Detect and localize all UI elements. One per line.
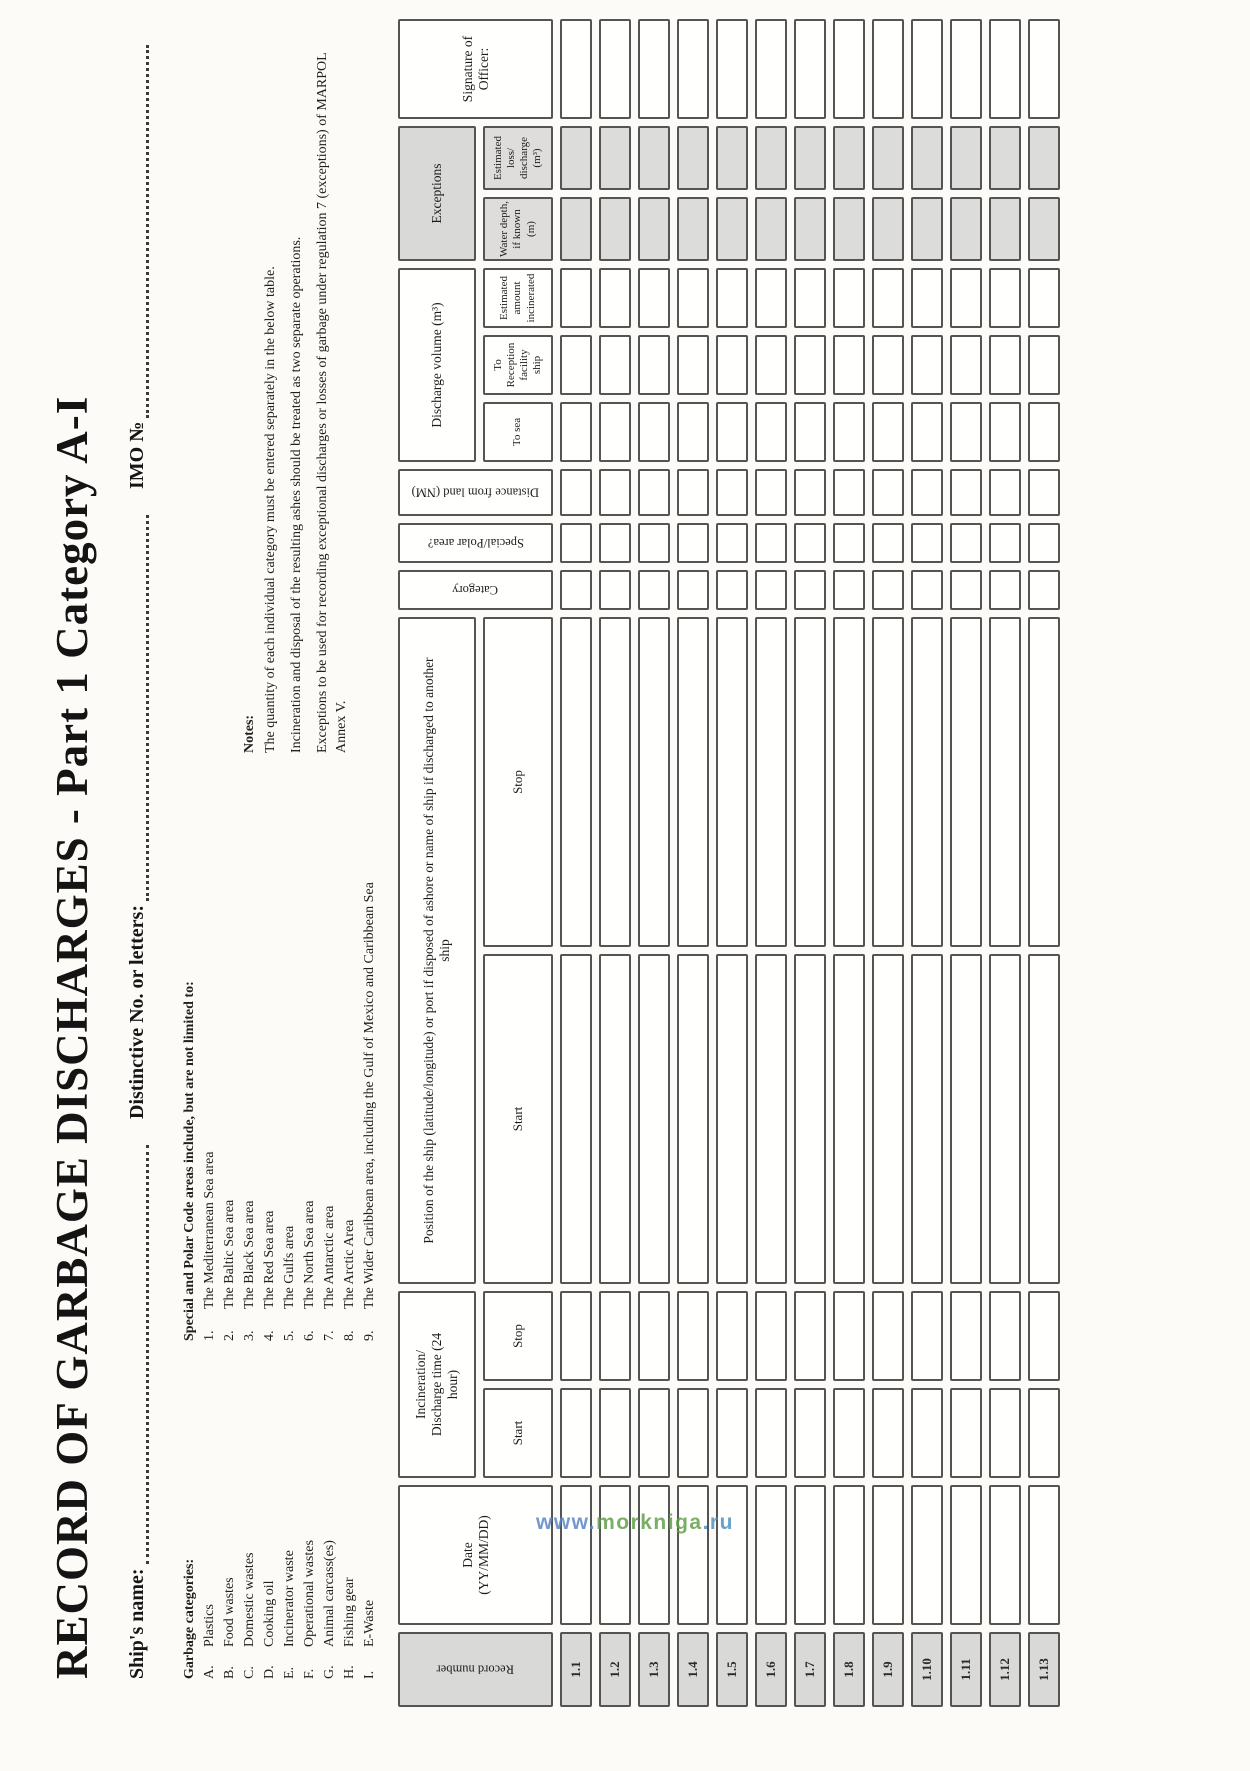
entry-cell xyxy=(950,1291,982,1381)
entry-cell xyxy=(911,402,943,462)
entry-cell xyxy=(560,1388,592,1478)
list-item-label: The Gulfs area xyxy=(282,1225,297,1309)
header-special-polar-area: Special/Polar area? xyxy=(398,523,553,563)
record-number-cell: 1.11 xyxy=(950,1632,982,1707)
header-date: Date (YY/MM/DD) xyxy=(398,1485,553,1625)
entry-cell xyxy=(872,402,904,462)
entry-cell xyxy=(989,954,1021,1284)
entry-cell xyxy=(950,19,982,119)
list-item-key: 2. xyxy=(222,1330,237,1341)
list-item-label: Incinerator waste xyxy=(282,1550,297,1647)
list-item-key: 6. xyxy=(302,1330,317,1341)
list-item xyxy=(240,1540,260,1679)
entry-cell xyxy=(872,523,904,563)
entry-cell xyxy=(989,469,1021,516)
header-estimated-loss: Estimated loss/ discharge (m³) xyxy=(483,126,553,190)
entry-cell xyxy=(599,402,631,462)
entry-cell xyxy=(950,469,982,516)
record-number-cell: 1.13 xyxy=(1028,1632,1060,1707)
list-item xyxy=(340,882,360,1341)
garbage-categories-list xyxy=(200,1540,380,1679)
exception-entry-cell xyxy=(989,197,1021,261)
exception-entry-cell xyxy=(950,197,982,261)
list-item-key: 7. xyxy=(322,1330,337,1341)
list-item-key: 8. xyxy=(342,1330,357,1341)
watermark-part: www. xyxy=(536,1511,597,1534)
entry-cell xyxy=(755,1388,787,1478)
entry-cell xyxy=(794,19,826,119)
entry-cell xyxy=(833,523,865,563)
exception-entry-cell xyxy=(560,126,592,190)
entry-cell xyxy=(833,954,865,1284)
entry-cell xyxy=(755,617,787,947)
entry-cell xyxy=(833,335,865,395)
entry-cell xyxy=(872,1388,904,1478)
entry-cell xyxy=(872,1485,904,1625)
entry-cell xyxy=(677,268,709,328)
entry-cell xyxy=(794,469,826,516)
entry-cell xyxy=(911,268,943,328)
entry-cell xyxy=(872,268,904,328)
entry-cell xyxy=(1028,523,1060,563)
entry-cell xyxy=(716,1485,748,1625)
exception-entry-cell xyxy=(872,197,904,261)
exception-entry-cell xyxy=(872,126,904,190)
exception-entry-cell xyxy=(677,197,709,261)
entry-cell xyxy=(950,954,982,1284)
entry-cell xyxy=(794,1388,826,1478)
entry-cell xyxy=(872,954,904,1284)
entry-cell xyxy=(560,19,592,119)
entry-cell xyxy=(677,19,709,119)
entry-cell xyxy=(833,1291,865,1381)
entry-cell xyxy=(599,335,631,395)
header-position: Position of the ship (latitude/longitude) or port if disposed of ashore or name of ship if discharged to another ship xyxy=(398,617,476,1284)
entry-cell xyxy=(755,19,787,119)
list-item-key: A. xyxy=(202,1665,217,1679)
entry-cell xyxy=(989,335,1021,395)
exception-entry-cell xyxy=(989,126,1021,190)
entry-cell xyxy=(560,954,592,1284)
list-item-key: E. xyxy=(282,1666,297,1679)
list-item-key: H. xyxy=(342,1665,357,1679)
exception-entry-cell xyxy=(638,126,670,190)
header-incineration-start: Start xyxy=(483,1388,553,1478)
entry-cell xyxy=(677,1291,709,1381)
list-item xyxy=(340,1540,360,1679)
entry-cell xyxy=(1028,954,1060,1284)
entry-cell xyxy=(638,469,670,516)
list-item-label: The Arctic Area xyxy=(342,1219,357,1309)
header-discharge-volume: Discharge volume (m³) xyxy=(398,268,476,462)
entry-cell xyxy=(989,268,1021,328)
entry-cell xyxy=(794,335,826,395)
exception-entry-cell xyxy=(599,197,631,261)
watermark-part: morkniga xyxy=(596,1511,703,1534)
entry-cell xyxy=(677,570,709,610)
entry-cell xyxy=(638,19,670,119)
entry-cell xyxy=(950,523,982,563)
exception-entry-cell xyxy=(755,197,787,261)
exception-entry-cell xyxy=(833,197,865,261)
header-category: Category xyxy=(398,570,553,610)
entry-cell xyxy=(677,1485,709,1625)
entry-cell xyxy=(833,617,865,947)
note-line: Incineration and disposal of the resulting ashes should be treated as two separate operations. xyxy=(289,236,304,753)
entry-cell xyxy=(638,523,670,563)
distinctive-no-dotted-line xyxy=(126,515,149,901)
entry-cell xyxy=(599,954,631,1284)
entry-cell xyxy=(950,1388,982,1478)
header-estimated-amount-incinerated: Estimated amount incinerated xyxy=(483,268,553,328)
list-item xyxy=(280,1540,300,1679)
exception-entry-cell xyxy=(599,126,631,190)
list-item-key: D. xyxy=(262,1665,277,1679)
list-item-label: Fishing gear xyxy=(342,1577,357,1647)
list-item xyxy=(220,882,240,1341)
exception-entry-cell xyxy=(1028,126,1060,190)
entry-cell xyxy=(950,617,982,947)
exception-entry-cell xyxy=(638,197,670,261)
entry-cell xyxy=(677,954,709,1284)
list-item-label: Operational wastes xyxy=(302,1540,317,1647)
entry-cell xyxy=(794,402,826,462)
entry-cell xyxy=(599,1388,631,1478)
entry-cell xyxy=(716,1291,748,1381)
list-item-label: The Black Sea area xyxy=(242,1200,257,1309)
garbage-categories-block xyxy=(180,1540,380,1679)
exception-entry-cell xyxy=(755,126,787,190)
entry-cell xyxy=(1028,469,1060,516)
entry-cell xyxy=(560,402,592,462)
entry-cell xyxy=(755,523,787,563)
list-item xyxy=(200,882,220,1341)
entry-cell xyxy=(599,1485,631,1625)
entry-cell xyxy=(833,1485,865,1625)
list-item xyxy=(320,1540,340,1679)
list-item-key: 9. xyxy=(362,1330,377,1341)
entry-cell xyxy=(950,1485,982,1625)
entry-cell xyxy=(716,469,748,516)
entry-cell xyxy=(911,617,943,947)
entry-cell xyxy=(677,523,709,563)
list-item xyxy=(360,882,380,1341)
entry-cell xyxy=(1028,19,1060,119)
notes-lines xyxy=(261,37,351,753)
list-item-label: Cooking oil xyxy=(262,1580,277,1647)
entry-cell xyxy=(638,1291,670,1381)
list-item xyxy=(200,1540,220,1679)
imo-no-label: IMO № xyxy=(126,421,148,489)
entry-cell xyxy=(833,19,865,119)
exception-entry-cell xyxy=(833,126,865,190)
entry-cell xyxy=(560,570,592,610)
exception-entry-cell xyxy=(794,126,826,190)
entry-cell xyxy=(755,570,787,610)
entry-cell xyxy=(677,617,709,947)
entry-cell xyxy=(638,1485,670,1625)
list-item-label: Plastics xyxy=(202,1604,217,1647)
entry-cell xyxy=(677,1388,709,1478)
entry-cell xyxy=(638,570,670,610)
header-water-depth: Water depth, if known (m) xyxy=(483,197,553,261)
header-signature-of-officer: Signature of Officer: xyxy=(398,19,553,119)
exception-entry-cell xyxy=(560,197,592,261)
entry-cell xyxy=(1028,617,1060,947)
garbage-categories-heading: Garbage categories: xyxy=(182,1558,197,1679)
entry-cell xyxy=(1028,570,1060,610)
entry-cell xyxy=(833,268,865,328)
entry-cell xyxy=(599,523,631,563)
entry-cell xyxy=(989,617,1021,947)
entry-cell xyxy=(560,617,592,947)
note-line: Exceptions to be used for recording exceptional discharges or losses of garbage under regulation 7 (exceptions) of MARPOL Annex V. xyxy=(315,52,349,753)
record-number-cell: 1.10 xyxy=(911,1632,943,1707)
header-incineration-discharge-time: Incineration/ Discharge time (24 hour) xyxy=(398,1291,476,1478)
entry-cell xyxy=(560,1485,592,1625)
entry-cell xyxy=(989,402,1021,462)
entry-cell xyxy=(911,1388,943,1478)
entry-cell xyxy=(872,335,904,395)
list-item xyxy=(260,1540,280,1679)
entry-cell xyxy=(872,1291,904,1381)
record-number-cell: 1.7 xyxy=(794,1632,826,1707)
entry-cell xyxy=(1028,1388,1060,1478)
list-item xyxy=(300,1540,320,1679)
list-item-label: The North Sea area xyxy=(302,1200,317,1309)
entry-cell xyxy=(794,570,826,610)
site-watermark xyxy=(536,1511,734,1535)
entry-cell xyxy=(950,570,982,610)
entry-cell xyxy=(638,617,670,947)
entry-cell xyxy=(950,268,982,328)
entry-cell xyxy=(872,617,904,947)
entry-cell xyxy=(599,268,631,328)
entry-cell xyxy=(833,469,865,516)
entry-cell xyxy=(638,954,670,1284)
list-item-label: The Baltic Sea area xyxy=(222,1199,237,1309)
entry-cell xyxy=(599,1291,631,1381)
note-line: The quantity of each individual category must be entered separately in the below table. xyxy=(263,266,278,753)
list-item-key: B. xyxy=(222,1666,237,1679)
entry-cell xyxy=(950,402,982,462)
header-position-stop: Stop xyxy=(483,617,553,947)
entry-cell xyxy=(989,19,1021,119)
list-item-label: The Antarctic area xyxy=(322,1205,337,1309)
header-to-reception: To Reception facility ship xyxy=(483,335,553,395)
list-item-key: I. xyxy=(362,1670,377,1679)
special-areas-list xyxy=(200,882,380,1341)
list-item-label: The Red Sea area xyxy=(262,1210,277,1309)
record-number-cell: 1.3 xyxy=(638,1632,670,1707)
ship-identification-row xyxy=(126,41,149,1679)
header-exceptions: Exceptions xyxy=(398,126,476,261)
entry-cell xyxy=(794,1291,826,1381)
entry-cell xyxy=(755,954,787,1284)
imo-no-dotted-line xyxy=(126,45,149,418)
entry-cell xyxy=(911,19,943,119)
exception-entry-cell xyxy=(911,197,943,261)
entry-cell xyxy=(794,268,826,328)
list-item xyxy=(280,882,300,1341)
exception-entry-cell xyxy=(677,126,709,190)
header-incineration-stop: Stop xyxy=(483,1291,553,1381)
ships-name-dotted-line xyxy=(126,1145,149,1564)
entry-cell xyxy=(716,402,748,462)
entry-cell xyxy=(716,335,748,395)
entry-cell xyxy=(1028,335,1060,395)
entry-cell xyxy=(989,523,1021,563)
entry-cell xyxy=(794,523,826,563)
entry-cell xyxy=(560,469,592,516)
page-title: RECORD OF GARBAGE DISCHARGES - Part 1 Category A-I xyxy=(47,395,97,1679)
exception-entry-cell xyxy=(794,197,826,261)
record-number-cell: 1.8 xyxy=(833,1632,865,1707)
notes-block xyxy=(240,37,358,753)
record-number-cell: 1.5 xyxy=(716,1632,748,1707)
entry-cell xyxy=(755,469,787,516)
entry-cell xyxy=(833,570,865,610)
record-number-cell: 1.6 xyxy=(755,1632,787,1707)
special-areas-heading: Special and Polar Code areas include, but are not limited to: xyxy=(182,981,197,1341)
exception-entry-cell xyxy=(1028,197,1060,261)
ships-name-label: Ship's name: xyxy=(126,1568,148,1679)
entry-cell xyxy=(716,523,748,563)
entry-cell xyxy=(599,469,631,516)
list-item-key: 4. xyxy=(262,1330,277,1341)
list-item-key: 5. xyxy=(282,1330,297,1341)
watermark-part: .ru xyxy=(702,1511,734,1534)
notes-heading: Notes: xyxy=(242,714,257,753)
entry-cell xyxy=(911,1485,943,1625)
list-item xyxy=(220,1540,240,1679)
entry-cell xyxy=(911,1291,943,1381)
entry-cell xyxy=(677,402,709,462)
entry-cell xyxy=(989,570,1021,610)
record-number-cell: 1.9 xyxy=(872,1632,904,1707)
entry-cell xyxy=(833,1388,865,1478)
entry-cell xyxy=(560,1291,592,1381)
entry-cell xyxy=(950,335,982,395)
list-item-label: Food wastes xyxy=(222,1577,237,1647)
header-position-start: Start xyxy=(483,954,553,1284)
list-item xyxy=(240,882,260,1341)
entry-cell xyxy=(716,268,748,328)
list-item-key: 1. xyxy=(202,1330,217,1341)
distinctive-no-label: Distinctive No. or letters: xyxy=(126,904,148,1119)
entry-cell xyxy=(872,570,904,610)
list-item xyxy=(260,882,280,1341)
entry-cell xyxy=(638,335,670,395)
entry-cell xyxy=(638,402,670,462)
entry-cell xyxy=(716,1388,748,1478)
entry-cell xyxy=(755,1485,787,1625)
entry-cell xyxy=(911,954,943,1284)
entry-cell xyxy=(911,523,943,563)
exception-entry-cell xyxy=(950,126,982,190)
header-record-number: Record number xyxy=(398,1632,553,1707)
special-areas-block xyxy=(180,882,380,1341)
entry-cell xyxy=(1028,1485,1060,1625)
entry-cell xyxy=(599,570,631,610)
list-item-key: 3. xyxy=(242,1330,257,1341)
entry-cell xyxy=(989,1485,1021,1625)
entry-cell xyxy=(755,402,787,462)
entry-cell xyxy=(560,523,592,563)
list-item-key: G. xyxy=(322,1665,337,1679)
entry-cell xyxy=(599,19,631,119)
exception-entry-cell xyxy=(716,197,748,261)
list-item xyxy=(360,1540,380,1679)
exception-entry-cell xyxy=(716,126,748,190)
entry-cell xyxy=(716,19,748,119)
entry-cell xyxy=(599,617,631,947)
record-number-cell: 1.2 xyxy=(599,1632,631,1707)
entry-cell xyxy=(911,570,943,610)
entry-cell xyxy=(989,1291,1021,1381)
list-item-label: E-Waste xyxy=(362,1599,377,1647)
entry-cell xyxy=(755,1291,787,1381)
list-item xyxy=(320,882,340,1341)
entry-cell xyxy=(833,402,865,462)
entry-cell xyxy=(911,335,943,395)
entry-cell xyxy=(677,469,709,516)
entry-cell xyxy=(716,617,748,947)
record-number-cell: 1.1 xyxy=(560,1632,592,1707)
entry-cell xyxy=(911,469,943,516)
entry-cell xyxy=(1028,268,1060,328)
header-distance-from-land: Distance from land (NM) xyxy=(398,469,553,516)
record-number-cell: 1.4 xyxy=(677,1632,709,1707)
list-item-key: C. xyxy=(242,1666,257,1679)
list-item xyxy=(300,882,320,1341)
list-item-label: Domestic wastes xyxy=(242,1552,257,1647)
entry-cell xyxy=(794,1485,826,1625)
list-item-label: The Wider Caribbean area, including the Gulf of Mexico and Caribbean Sea xyxy=(362,882,377,1309)
entry-cell xyxy=(872,469,904,516)
entry-cell xyxy=(560,268,592,328)
entry-cell xyxy=(638,1388,670,1478)
exception-entry-cell xyxy=(911,126,943,190)
entry-cell xyxy=(638,268,670,328)
entry-cell xyxy=(1028,1291,1060,1381)
entry-cell xyxy=(872,19,904,119)
entry-cell xyxy=(794,617,826,947)
entry-cell xyxy=(560,335,592,395)
entry-cell xyxy=(989,1388,1021,1478)
entry-cell xyxy=(716,954,748,1284)
entry-cell xyxy=(677,335,709,395)
record-number-cell: 1.12 xyxy=(989,1632,1021,1707)
entry-cell xyxy=(716,570,748,610)
header-to-sea: To sea xyxy=(483,402,553,462)
entry-cell xyxy=(755,268,787,328)
list-item-key: F. xyxy=(302,1668,317,1679)
entry-cell xyxy=(794,954,826,1284)
list-item-label: The Mediterranean Sea area xyxy=(202,1151,217,1309)
entry-cell xyxy=(1028,402,1060,462)
list-item-label: Animal carcass(es) xyxy=(322,1540,337,1647)
garbage-discharge-table xyxy=(398,19,1060,1707)
entry-cell xyxy=(755,335,787,395)
